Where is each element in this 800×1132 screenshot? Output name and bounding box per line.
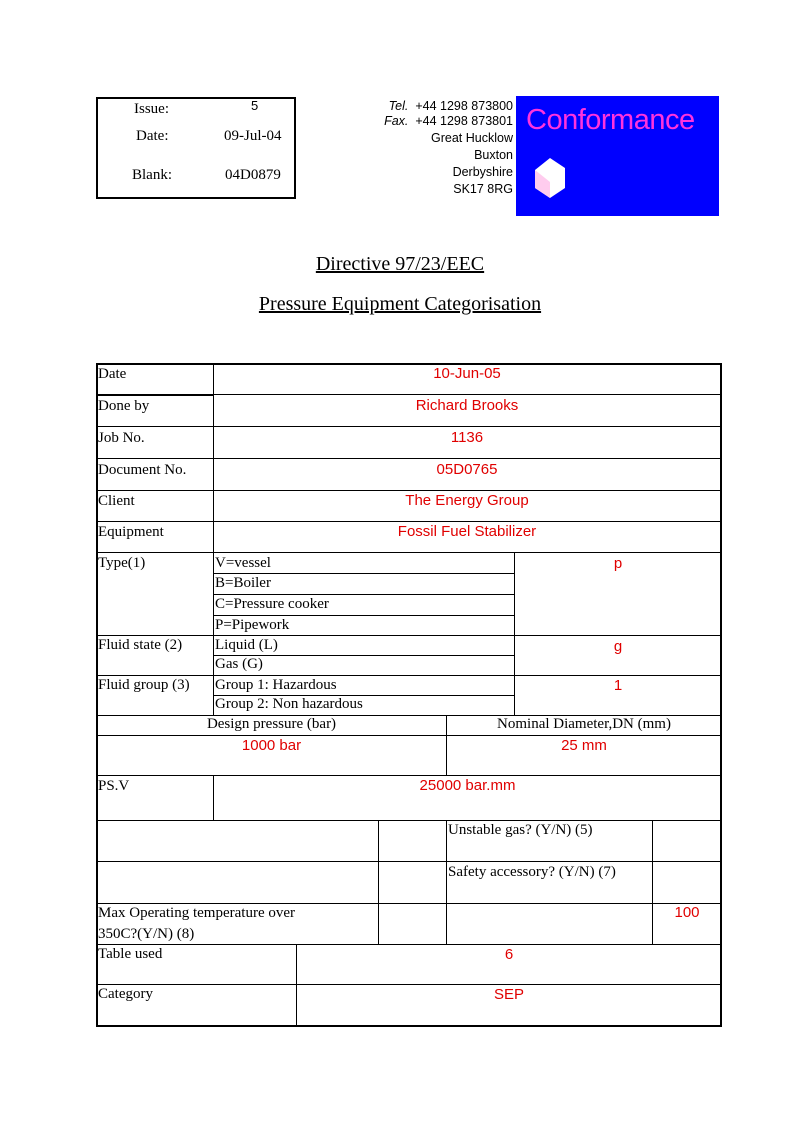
row-value[interactable]: Richard Brooks — [415, 397, 519, 414]
type-option: V=vessel — [215, 555, 271, 571]
tel-value: +44 1298 873800 — [415, 99, 513, 113]
fluid-group-value[interactable]: 1 — [613, 677, 623, 694]
row-label: Equipment — [98, 524, 164, 540]
fluid-state-option: Gas (G) — [215, 656, 263, 672]
table-used-label: Table used — [98, 946, 163, 962]
company-logo — [516, 96, 719, 216]
blank-cell[interactable] — [378, 861, 447, 904]
unstable-gas-value-cell[interactable] — [652, 820, 722, 862]
cube-icon — [533, 157, 567, 199]
fluid-group-option: Group 2: Non hazardous — [215, 696, 363, 712]
row-value[interactable]: Fossil Fuel Stabilizer — [397, 523, 537, 540]
row-label: Job No. — [98, 430, 145, 446]
category-value[interactable]: SEP — [493, 986, 524, 1003]
address-line: Buxton — [474, 148, 513, 162]
blank-label: Blank: — [132, 167, 172, 183]
nominal-diameter-value[interactable]: 25 mm — [561, 737, 607, 754]
tel-label: Tel. — [388, 99, 409, 113]
row-label: Client — [98, 493, 135, 509]
type-option: C=Pressure cooker — [215, 596, 329, 612]
issue-box — [96, 97, 296, 199]
table-used-value[interactable]: 6 — [504, 946, 514, 963]
unstable-gas-label: Unstable gas? (Y/N) (5) — [448, 822, 593, 838]
type-option: B=Boiler — [215, 575, 271, 591]
row-value[interactable]: 05D0765 — [436, 461, 498, 478]
type-value[interactable]: p — [613, 555, 623, 572]
max-temp-value[interactable]: 100 — [674, 904, 700, 921]
safety-accessory-label: Safety accessory? (Y/N) (7) — [448, 864, 616, 880]
directive-title: Directive 97/23/EEC — [315, 253, 485, 275]
row-label: Date — [98, 366, 127, 382]
psv-label: PS.V — [98, 778, 130, 794]
row-value[interactable]: 10-Jun-05 — [433, 365, 501, 382]
max-temp-label-line1: Max Operating temperature over — [98, 905, 295, 921]
date-value: 09-Jul-04 — [224, 128, 282, 144]
row-value[interactable]: 1136 — [450, 429, 484, 446]
category-label: Category — [98, 986, 153, 1002]
type-label: Type(1) — [98, 555, 146, 571]
fax-label: Fax. — [384, 114, 409, 128]
address-line: Derbyshire — [452, 165, 513, 179]
address-line: Great Hucklow — [431, 131, 513, 145]
row-label: Done by — [98, 398, 150, 414]
blank-cell[interactable] — [446, 903, 653, 945]
logo-text: Conformance — [526, 104, 695, 136]
issue-label: Issue: — [134, 101, 169, 117]
fax-line — [360, 113, 513, 130]
issue-value: 5 — [251, 98, 259, 113]
fluid-state-label: Fluid state (2) — [98, 637, 183, 653]
fax-value: +44 1298 873801 — [415, 114, 513, 128]
type-option: P=Pipework — [215, 617, 290, 633]
nominal-diameter-label: Nominal Diameter,DN (mm) — [497, 716, 671, 732]
fluid-group-label: Fluid group (3) — [98, 677, 190, 693]
page-title: Pressure Equipment Categorisation — [258, 293, 542, 315]
row-value[interactable]: The Energy Group — [405, 492, 529, 509]
address-line: SK17 8RG — [453, 182, 513, 196]
psv-value[interactable]: 25000 bar.mm — [419, 777, 516, 794]
row-label: Document No. — [98, 462, 187, 478]
blank-cell[interactable] — [378, 820, 447, 862]
contact-block — [360, 98, 513, 198]
fluid-state-option: Liquid (L) — [215, 637, 278, 653]
design-pressure-label: Design pressure (bar) — [206, 716, 337, 732]
design-pressure-value[interactable]: 1000 bar — [241, 737, 302, 754]
blank-value: 04D0879 — [225, 167, 281, 183]
date-label: Date: — [136, 128, 169, 144]
blank-cell[interactable] — [378, 903, 447, 945]
max-temp-label-line2: 350C?(Y/N) (8) — [98, 926, 195, 942]
safety-accessory-value-cell[interactable] — [652, 861, 722, 904]
fluid-state-value[interactable]: g — [613, 638, 623, 655]
fluid-group-option: Group 1: Hazardous — [215, 677, 337, 693]
